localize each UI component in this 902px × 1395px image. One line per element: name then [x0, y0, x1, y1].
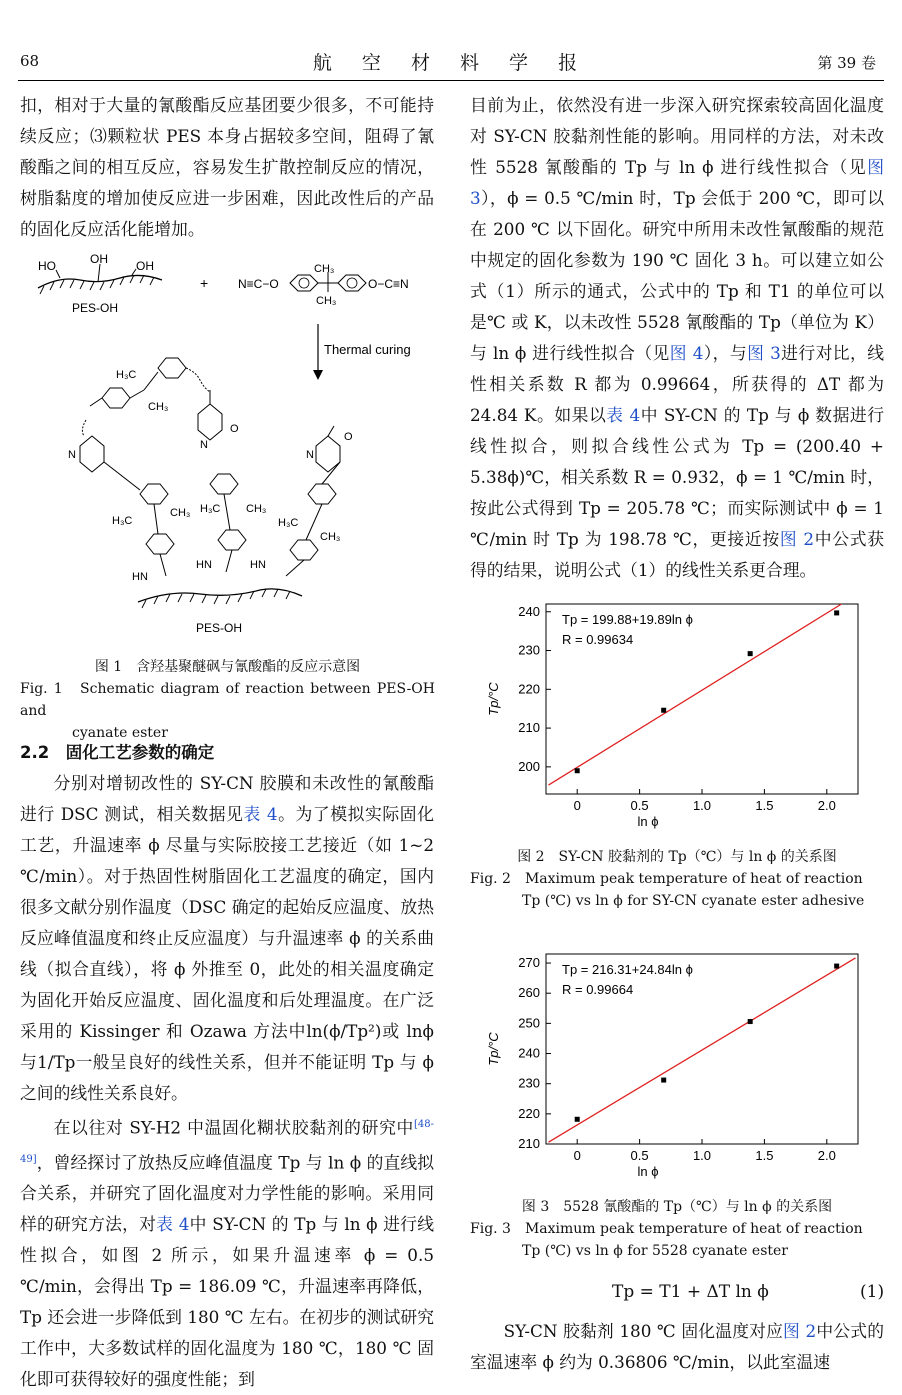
x-tick-label: 0 [573, 1148, 581, 1163]
fig1-caption-en-2: cyanate ester [72, 725, 168, 741]
y-tick-label: 230 [518, 642, 540, 658]
oh-label-2: OH [136, 259, 154, 273]
section-title: 2.2 固化工艺参数的确定 [20, 743, 215, 762]
y-tick-label: 260 [518, 985, 540, 1001]
data-point [661, 708, 666, 713]
x-tick-label: 0.5 [630, 1148, 649, 1163]
fig3-caption-en-1: Fig. 3 Maximum peak temperature of heat of reaction [470, 1221, 863, 1237]
benzene-ring-2 [338, 275, 366, 291]
y-tick-label: 210 [518, 720, 540, 736]
paragraph-continued: 扣，相对于大量的氰酸酯反应基团要少很多，不可能持续反应；⑶颗粒状 PES 本身占据较多空间，阻碍了氰酸酯之间的相互反应，容易发生扩散控制反应的情况，树脂黏度的增加使反应进一步困难，因此改性后的产品的固化反应活化能增加。 [20, 95, 434, 239]
x-tick-label: 1.5 [755, 1148, 774, 1163]
o-label-2: O [344, 431, 353, 443]
right-bottom-paragraph: SY-CN 胶黏剂 180 ℃ 固化温度对应图 2中公式的室温速率 ϕ 约为 0.36806 ℃/min，以此室温速 [470, 1321, 884, 1372]
n-label-3: N [306, 449, 314, 461]
ho-label: HO [38, 259, 56, 273]
y-tick-label: 220 [518, 681, 540, 697]
y-tick-label: 240 [518, 1045, 540, 1061]
y-tick-label: 200 [518, 758, 540, 774]
fig3-caption [470, 1196, 884, 1262]
right-paragraph: 目前为止，依然没有进一步深入研究探索较高固化温度对 SY-CN 胶黏剂性能的影响。用同样的方法，对未改性 5528 氰酸酯的 Tp 与 ln ϕ 进行线性拟合（见图 3），ϕ = 0.5 ℃/min 时，Tp 会低于 200 ℃，即可以在 200 ℃ 以下固化。研究中所用未改性氰酸酯的规范中规定的固化参数为 190 ℃ 固化 3 h。可以建立如公式（1）所示的通式，公式中的 Tp 和 T1 的单位可以是℃ 或 K，以未改性 5528 氰酸酯的 Tp（单位为 K）与 ln ϕ 进行线性拟合（见图 4），与图 3进行对比，线性相关系数 R 都为 0.99664，所获得的 ΔT 都为 24.84 K。如果以表 4中 SY-CN 的 Tp 与 ϕ 数据进行线性拟合，则拟合线性公式为 Tp = (200.40 + 5.38ϕ)℃，相关系数 R = 0.932，ϕ = 1 ℃/min 时，按此公式得到 Tp = 205.78 ℃；而实际测试中 ϕ = 1 ℃/min 时 Tp 为 198.78 ℃，更接近按图 2中公式获得的结果，说明公式（1）的线性关系更合理。 [470, 95, 885, 580]
benzene-ring-1 [290, 275, 318, 291]
plus-sign: + [200, 275, 209, 291]
ch3-top: CH₃ [314, 263, 335, 275]
ch3-label-4: CH₃ [320, 531, 341, 543]
y-tick-label: 220 [518, 1105, 540, 1121]
h3c-label-4: H₃C [278, 517, 299, 529]
hn-label-2: HN [196, 559, 212, 571]
volume-label: 第 39 卷 [817, 54, 876, 72]
table4-link-2[interactable]: 表 4 [156, 1214, 190, 1235]
pes-oh-label-bottom: PES-OH [196, 621, 243, 635]
ch3-label-top: CH₃ [148, 401, 169, 413]
fig2-link[interactable]: 图 2 [779, 529, 815, 549]
data-point [575, 768, 580, 773]
ch3-bottom: CH₃ [316, 295, 337, 307]
journal-title: 航 空 材 料 学 报 [312, 52, 590, 74]
citation-link[interactable]: [48-49] [20, 1119, 434, 1165]
hn-label-1: HN [132, 571, 148, 583]
data-point [748, 651, 753, 656]
cyanate-right: O−C≡N [368, 277, 409, 291]
fig2-link-2[interactable]: 图 2 [783, 1321, 817, 1341]
y-tick-label: 270 [518, 955, 540, 971]
chart-fig2 [480, 598, 880, 836]
o-label-1: O [230, 423, 239, 435]
x-axis-label: ln ϕ [637, 814, 659, 829]
fig2-caption-en-2: Tp (℃) vs ln ϕ for SY-CN cyanate ester adhesive [522, 893, 865, 909]
h3c-label-3: H₃C [200, 503, 221, 515]
page-number: 68 [20, 52, 40, 70]
h3c-label-top: H₃C [116, 369, 137, 381]
x-tick-label: 1.0 [692, 798, 712, 813]
paragraph-1: 分别对增韧改性的 SY-CN 胶膜和未改性的氰酸酯进行 DSC 测试，相关数据见表 4。为了模拟实际固化工艺，升温速率 ϕ 尽量与实际胶接工艺接近（如 1~2 ℃/min）。对于热固性树脂固化工艺温度的确定，国内很多文献分别作温度（DSC 确定的起始反应温度、放热反应峰值温度和终止反应温度）与升温速率 ϕ 的关系曲线（拟合直线），将 ϕ 外推至 0，此处的相关温度确定为固化开始反应温度、固化温度和后处理温度。在广泛采用的 Kissinger 和 Ozawa 方法中ln(ϕ/Tp²)或 lnϕ 与1/Tp一般呈良好的线性关系，但并不能证明 Tp 与 ϕ 之间的线性关系良好。 [20, 773, 434, 1103]
paragraph-2: 在以往对 SY-H2 中温固化糊状胶黏剂的研究中[48-49]，曾经探讨了放热反应峰值温度 Tp 与 ln ϕ 的直线拟合关系，并研究了固化温度对力学性能的影响。采用同样的研究方法，对表 4中 SY-CN 的 Tp 与 ln ϕ 进行线性拟合，如图 2 所示，如果升温速率 ϕ = 0.5 ℃/min，会得出 Tp = 186.09 ℃，升温速率再降低，Tp 还会进一步降低到 180 ℃ 左右。在初步的测试研究工作中，大多数试样的固化温度为 180 ℃，180 ℃ 固化即可获得较好的强度性能；到 [20, 1117, 434, 1390]
fig2-caption-cn: 图 2 SY-CN 胶黏剂的 Tp（℃）与 ln ϕ 的关系图 [517, 849, 837, 865]
fit-equation: Tp = 199.88+19.89ln ϕ [562, 612, 693, 627]
right-column-top [470, 90, 884, 586]
pes-chain-top [38, 275, 162, 288]
fig3-link-2[interactable]: 图 3 [747, 343, 781, 363]
y-tick-label: 230 [518, 1075, 540, 1091]
equation-1: Tp = T1 + ΔT ln ϕ [612, 1282, 769, 1302]
ch3-label-2: CH₃ [170, 507, 191, 519]
right-column-bottom [470, 1316, 884, 1378]
left-column-body [20, 768, 434, 1395]
equation-number: (1) [860, 1282, 885, 1302]
x-tick-label: 2.0 [817, 1148, 836, 1163]
left-column-top [20, 90, 434, 245]
fig3-caption-cn: 图 3 5528 氰酸酯的 Tp（℃）与 ln ϕ 的关系图 [521, 1199, 833, 1215]
x-tick-label: 1.0 [692, 1148, 712, 1163]
n-label-2: N [200, 439, 208, 451]
fig2-caption [470, 846, 884, 912]
fig3-caption-en-2: Tp (℃) vs ln ϕ for 5528 cyanate ester [522, 1243, 788, 1259]
thermal-curing-label: Thermal curing [324, 342, 411, 357]
data-point [575, 1117, 580, 1122]
data-point [661, 1078, 666, 1083]
table4-link-3[interactable]: 表 4 [606, 405, 641, 425]
data-point [834, 610, 839, 615]
y-axis-label: Tp/°C [486, 1032, 501, 1066]
reaction-scheme [20, 250, 435, 650]
fig4-link[interactable]: 图 4 [669, 343, 704, 363]
y-tick-label: 210 [518, 1136, 540, 1151]
x-tick-label: 0 [573, 798, 581, 813]
x-tick-label: 1.5 [755, 798, 774, 813]
x-tick-label: 2.0 [817, 798, 836, 813]
pes-oh-label-top: PES-OH [72, 301, 119, 315]
chart-fig3 [480, 948, 880, 1186]
fig2-caption-en-1: Fig. 2 Maximum peak temperature of heat of reaction [470, 871, 863, 887]
hn-label-3: HN [250, 559, 266, 571]
ch3-label-3: CH₃ [246, 503, 267, 515]
data-point [748, 1019, 753, 1024]
x-axis-label: ln ϕ [637, 1164, 659, 1179]
y-axis-label: Tp/°C [486, 682, 501, 716]
fig3-link[interactable]: 图 3 [470, 157, 884, 208]
x-tick-label: 0.5 [630, 798, 649, 813]
fig1-caption [20, 656, 435, 744]
fit-r-value: R = 0.99634 [562, 632, 634, 647]
table4-link[interactable]: 表 4 [243, 804, 278, 824]
y-tick-label: 250 [518, 1015, 540, 1031]
cyanate-left: N≡C−O [238, 277, 279, 291]
oh-label-1: OH [90, 252, 108, 266]
n-label-1: N [68, 449, 76, 461]
fit-r-value: R = 0.99664 [562, 982, 634, 997]
fig1-caption-en-1: Fig. 1 Schematic diagram of reaction between PES-OH and [20, 681, 435, 719]
fig1-caption-cn: 图 1 含羟基聚醚砜与氰酸酯的反应示意图 [94, 659, 361, 675]
page-header [0, 46, 902, 76]
y-tick-label: 240 [518, 603, 540, 619]
data-point [834, 964, 839, 969]
h3c-label-2: H₃C [112, 515, 133, 527]
fit-equation: Tp = 216.31+24.84ln ϕ [562, 962, 693, 977]
header-rule [18, 80, 884, 81]
